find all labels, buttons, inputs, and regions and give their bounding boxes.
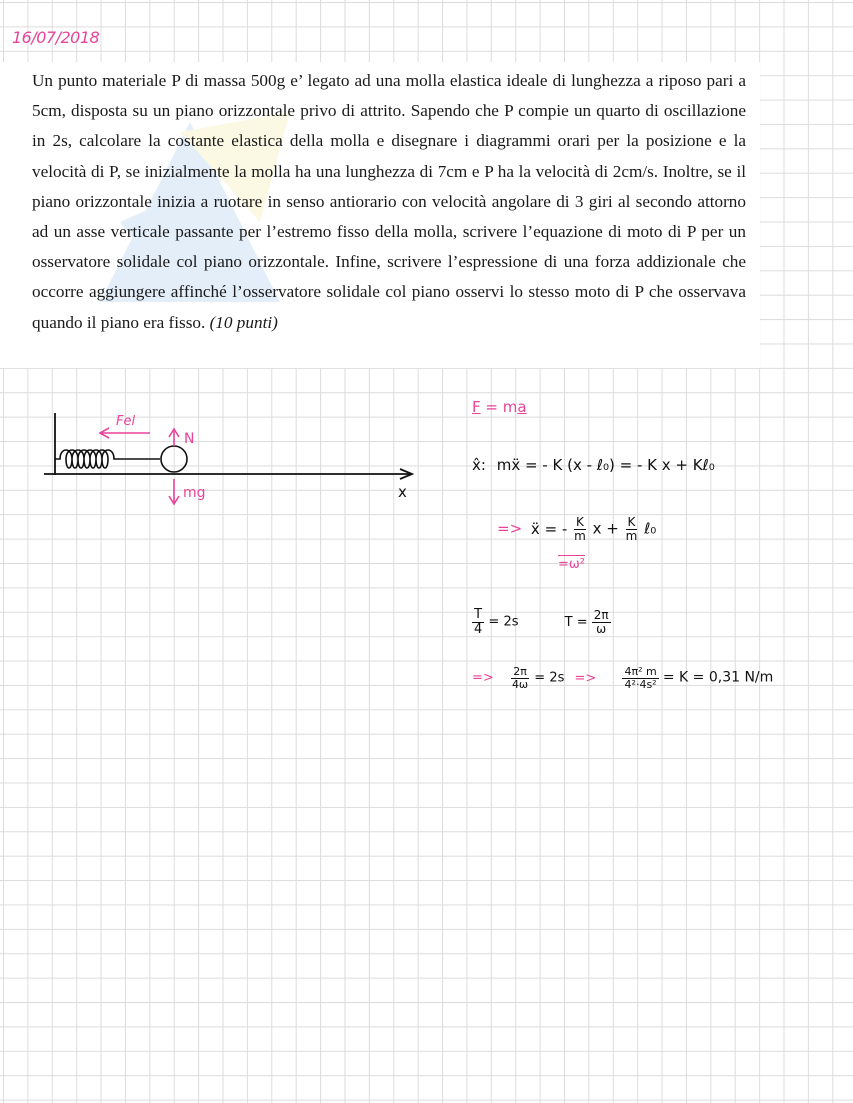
problem-points: (10 punti) xyxy=(209,312,278,332)
note-equals-2s-2: = 2s xyxy=(534,670,565,686)
note-x-projection xyxy=(472,456,715,474)
spring-coil xyxy=(55,450,160,468)
note-t-num: T xyxy=(474,607,483,622)
note-omega-squared: =ω² xyxy=(558,557,585,572)
problem-body: Un punto materiale P di massa 500g e’ legato ad una molla elastica ideale di lunghezza a riposo pari a 5cm, disposta su un piano orizzontale privo di attrito. Sapendo che P compie un quarto di oscillazione in 2s, calcolare la costante elastica della molla e disegnare i diagrammi orari per la posizione e la velocità di P, se inizialmente la molla ha una lunghezza di 7cm e P ha la velocità di 2cm/s. Inoltre, se il piano orizzontale inizia a ruotare in senso antiorario con velocità angolare di 3 giri al secondo attorno ad un asse verticale passante per l’estremo fisso della molla, scrivere l’equazione di moto di P per un osservatore solidale col piano orizzontale. Infine, scrivere l’espressione di una forza addizionale che occorre aggiungere affinché l’osservatore solidale col piano osservi lo stesso moto di P che osservava quando il piano era fisso. xyxy=(32,71,746,332)
note-equals-2s: = 2s xyxy=(488,614,519,630)
note-t-over-4 xyxy=(472,608,484,636)
weight-label: mg xyxy=(183,485,206,501)
note-axis-hat: x̂: xyxy=(472,456,486,474)
note-2pi-over-omega xyxy=(592,609,611,635)
x-axis-label: x xyxy=(398,483,407,501)
note-four-den: 4 xyxy=(474,621,483,637)
note-m-den-2: m xyxy=(625,528,638,543)
note-k-over-m-1 xyxy=(572,516,588,542)
note-k-fraction-den: 4²·4s² xyxy=(624,677,657,691)
note-2pi-over-4omega xyxy=(510,666,530,690)
note-k-fraction-num: 4π² m xyxy=(624,665,657,678)
mass-p xyxy=(161,446,187,472)
note-k-num-2: K xyxy=(627,515,636,529)
note-acceleration-eq xyxy=(497,516,656,542)
note-equals-m: = m xyxy=(480,398,518,416)
note-implies-arrow-3: => xyxy=(574,670,597,686)
note-xddot: ẍ = - xyxy=(530,519,568,538)
note-2pi-num-2: 2π xyxy=(513,665,527,678)
problem-text xyxy=(32,66,746,338)
date: 16/07/2018 xyxy=(12,28,100,47)
normal-label: N xyxy=(184,431,195,447)
note-implies-arrow-1: => xyxy=(497,519,523,538)
note-newton-law xyxy=(472,398,527,416)
note-k-fraction xyxy=(622,666,658,690)
fel-label: Fel xyxy=(116,414,136,429)
note-k-result xyxy=(472,666,773,690)
spring-diagram xyxy=(38,405,428,520)
note-omega-den: ω xyxy=(596,621,607,636)
note-k-value: = K = 0,31 N/m xyxy=(662,669,774,686)
note-period-relation xyxy=(472,608,611,636)
note-t-equals: T = xyxy=(564,614,588,630)
note-acceleration-symbol: a xyxy=(517,398,527,416)
note-motion-equation: mẍ = - K (x - ℓ₀) = - K x + Kℓ₀ xyxy=(496,456,715,474)
note-4omega-den: 4ω xyxy=(511,677,529,691)
note-m-den-1: m xyxy=(574,528,586,543)
note-l0: ℓ₀ xyxy=(644,519,657,538)
note-implies-arrow-2: => xyxy=(472,670,494,686)
note-2pi-num: 2π xyxy=(593,608,609,623)
problem-statement-box xyxy=(0,62,760,368)
note-k-over-m-2 xyxy=(624,516,640,542)
note-x-plus: x + xyxy=(592,519,619,538)
note-k-num-1: K xyxy=(576,515,584,529)
note-force-symbol: F xyxy=(472,398,481,416)
